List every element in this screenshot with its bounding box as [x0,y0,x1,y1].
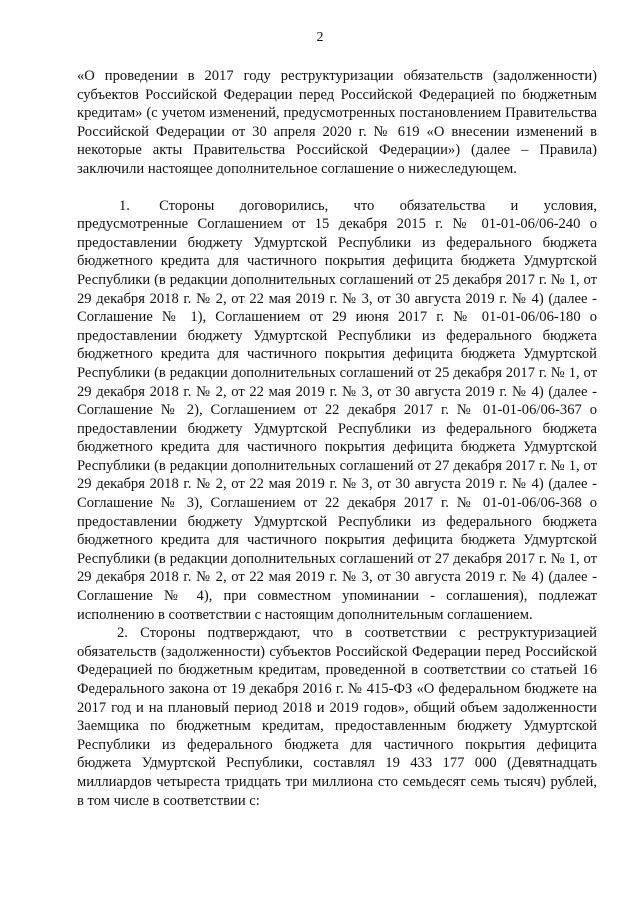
paragraph-intro-continuation: «О проведении в 2017 году реструктуризации обязательств (задолженности) субъектов Российской Федерации перед Российской Федерацией по бюджетным кредитам» (с учетом изменений, предусмотренных постановлением Правительства Российской Федерации от 30 апреля 2020 г. № 619 «О внесении изменений в некоторые акты Правительства Российской Федерации») (далее – Правила) заключили настоящее дополнительное соглашение о нижеследующем. [77,68,597,177]
paragraph-clause-2: 2. Стороны подтверждают, что в соответствии с реструктуризацией обязательств (задолженности) субъектов Российской Федерации перед Российской Федерацией по бюджетным кредитам, проведенной в соответствии со статьей 16 Федерального закона от 19 декабря 2016 г. № 415-ФЗ «О федеральном бюджете на 2017 год и на плановый период 2018 и 2019 годов», общий объем задолженности Заемщика по бюджетным кредитам, предоставленным бюджету Удмуртской Республики из федерального бюджета для частичного покрытия дефицита бюджета Удмуртской Республики, составлял 19 433 177 000 (Девятнадцать миллиардов четыреста тридцать три миллиона сто семьдесят семь тысяч) рублей, в том числе в соответствии с: [77,625,597,809]
page-number: 2 [316,30,324,45]
document-body [77,67,597,810]
paragraph-clause-1: 1. Стороны договорились, что обязательства и условия, предусмотренные Соглашением от 15 декабря 2015 г. № 01-01-06/06-240 о предоставлении бюджету Удмуртской Республики из федерального бюджета бюджетного кредита для частичного покрытия дефицита бюджета Удмуртской Республики (в редакции дополнительных соглашений от 25 декабря 2017 г. № 1, от 29 декабря 2018 г. № 2, от 22 мая 2019 г. № 3, от 30 августа 2019 г. № 4) (далее - Соглашение № 1), Соглашением от 29 июня 2017 г. № 01-01-06/06-180 о предоставлении бюджету Удмуртской Республики из федерального бюджета бюджетного кредита для частичного покрытия дефицита бюджета Удмуртской Республики (в редакции дополнительных соглашений от 25 декабря 2017 г. № 1, от 29 декабря 2018 г. № 2, от 22 мая 2019 г. № 3, от 30 августа 2019 г. № 4) (далее - Соглашение № 2), Соглашением от 22 декабря 2017 г. № 01-01-06/06-367 о предоставлении бюджету Удмуртской Республики из федерального бюджета бюджетного кредита для частичного покрытия дефицита бюджета Удмуртской Республики (в редакции дополнительных соглашений от 27 декабря 2017 г. № 1, от 29 декабря 2018 г. № 2, от 22 мая 2019 г. № 3, от 30 августа 2019 г. № 4) (далее - Соглашение № 3), Соглашением от 22 декабря 2017 г. № 01-01-06/06-368 о предоставлении бюджету Удмуртской Республики из федерального бюджета бюджетного кредита для частичного покрытия дефицита бюджета Удмуртской Республики (в редакции дополнительных соглашений от 27 декабря 2017 г. № 1, от 29 декабря 2018 г. № 2, от 22 мая 2019 г. № 3, от 30 августа 2019 г. № 4) (далее - Соглашение № 4), при совместном упоминании - соглашения), подлежат исполнению в соответствии с настоящим дополнительным соглашением. [77,197,597,623]
